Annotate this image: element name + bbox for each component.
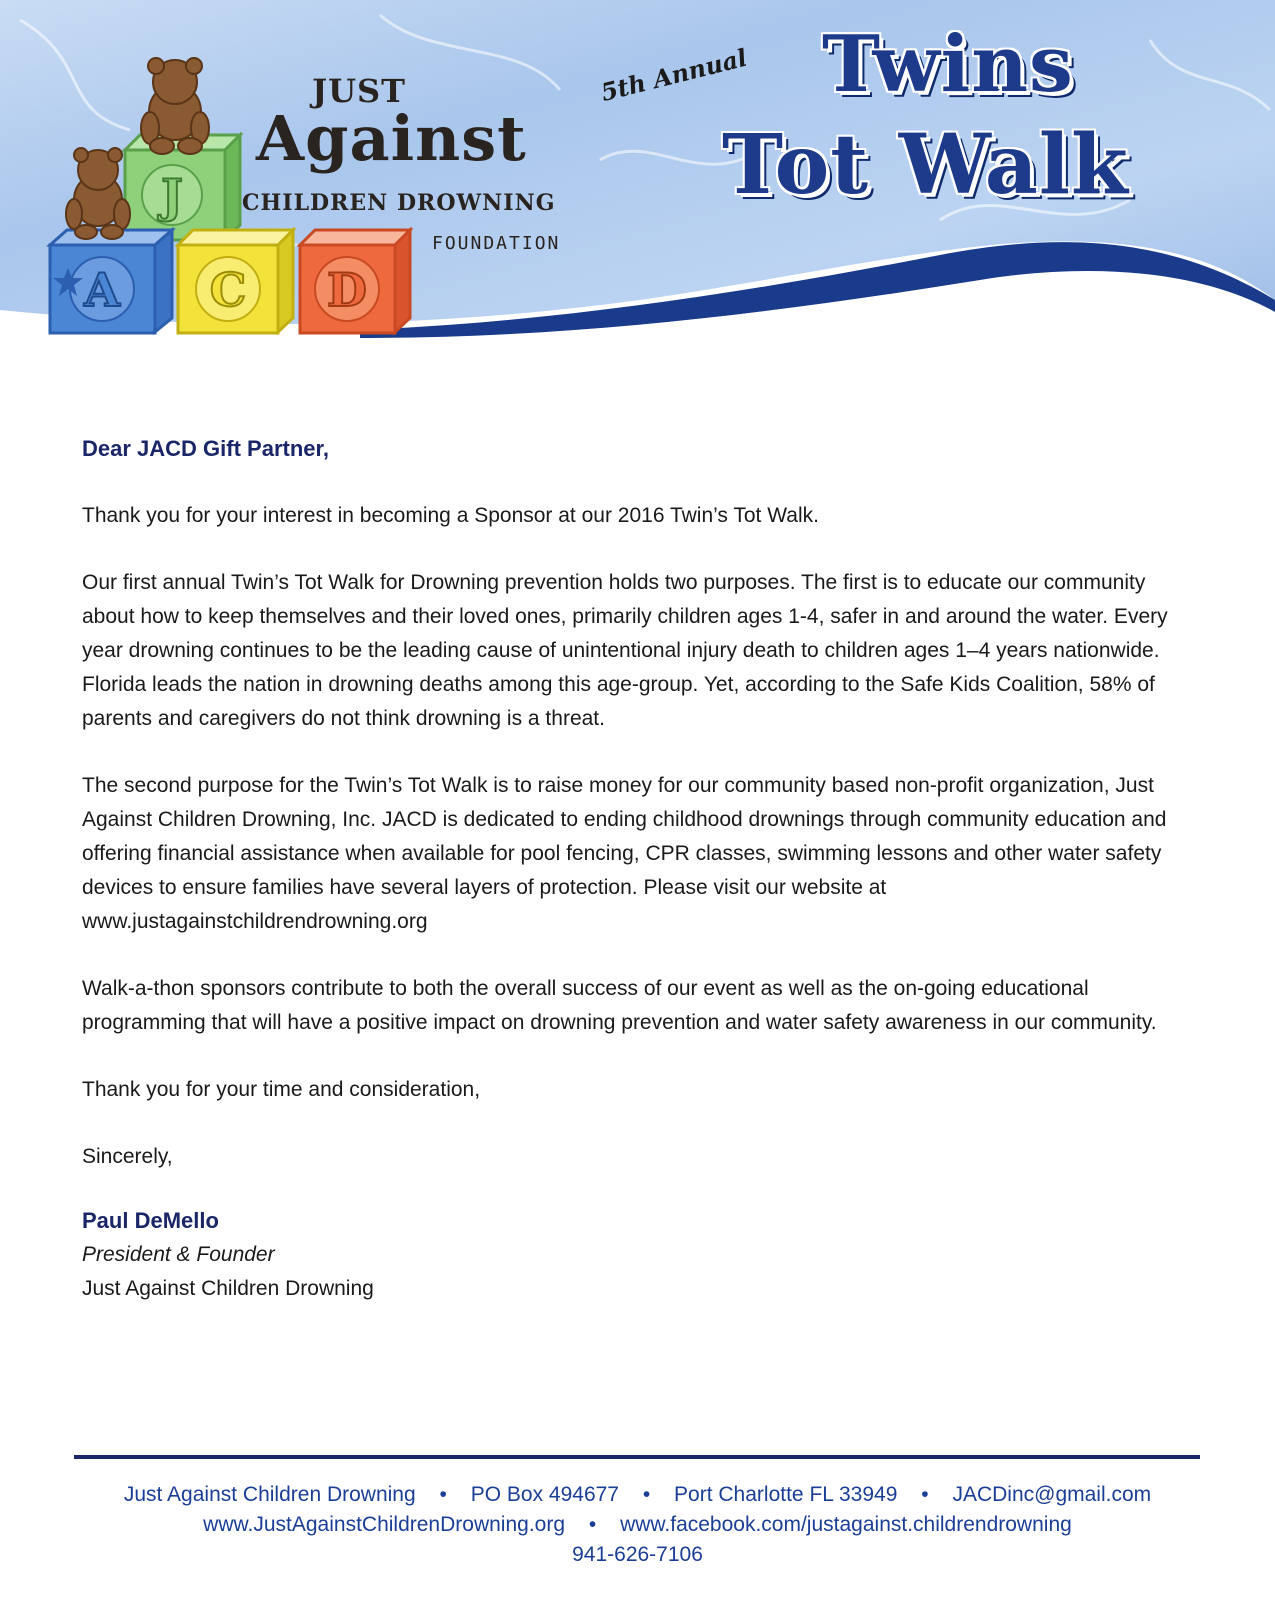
- footer-facebook-link[interactable]: www.facebook.com/justagainst.childrendrowning: [620, 1513, 1072, 1536]
- logo-text-foundation: FOUNDATION: [432, 233, 561, 254]
- footer-contact: [0, 1480, 1275, 1570]
- footer-line-3: [0, 1540, 1275, 1570]
- footer-po-box: PO Box 494677: [470, 1483, 619, 1506]
- logo-text-against: Against: [256, 102, 527, 175]
- paragraph-first-purpose: Our first annual Twin’s Tot Walk for Drowning prevention holds two purposes. The first is to educate our community about how to keep themselves and their loved ones, primarily children ages 1-4, safer in and around the water. Every year drowning continues to be the leading cause of unintentional injury death to children ages 1–4 years nationwide. Florida leads the nation in drowning deaths among this age-group. Yet, according to the Safe Kids Coalition, 58% of parents and caregivers do not think drowning is a threat.: [82, 571, 1168, 730]
- paragraph-sponsors: Walk-a-thon sponsors contribute to both the overall success of our event as well as the on-going educational programming that will have a positive impact on drowning prevention and water safety awareness in our community.: [82, 977, 1157, 1034]
- logo-text-children-drowning: CHILDREN DROWNING: [242, 190, 556, 216]
- signature-name: Paul DeMello: [82, 1208, 219, 1233]
- footer-email-link[interactable]: JACDinc@gmail.com: [952, 1483, 1152, 1506]
- event-title-tot-walk: Tot Walk: [722, 117, 1129, 213]
- footer-separator: •: [921, 1483, 929, 1506]
- signature-title: President & Founder: [82, 1243, 275, 1266]
- block-letter-a: A: [84, 263, 120, 317]
- block-letter-d: D: [327, 263, 367, 317]
- paragraph-thanks: Thank you for your time and consideration,: [82, 1078, 481, 1101]
- footer-separator: •: [642, 1483, 651, 1506]
- footer-line-2: [0, 1510, 1275, 1540]
- block-letter-j: J: [161, 169, 183, 223]
- block-letter-c: C: [209, 263, 247, 317]
- letter-body: [82, 432, 1192, 1306]
- footer-separator: •: [439, 1483, 447, 1506]
- logo-text-just: JUST: [312, 72, 406, 110]
- footer-divider: [74, 1455, 1200, 1459]
- paragraph-second-purpose: The second purpose for the Twin’s Tot Walk is to raise money for our community based non-profit organization, Just Against Children Drowning, Inc. JACD is dedicated to ending childhood drownings through community education and offering financial assistance when available for pool fencing, CPR classes, swimming lessons and other water safety devices to ensure families have several layers of protection. Please visit our website at www.justagainstchildrendrowning.org: [82, 774, 1167, 933]
- footer-line-1: [0, 1480, 1275, 1510]
- signature-organization: Just Against Children Drowning: [82, 1277, 374, 1300]
- footer-separator: •: [588, 1513, 597, 1536]
- closing: Sincerely,: [82, 1145, 173, 1168]
- footer-phone: 941-626-7106: [572, 1543, 703, 1566]
- teddy-bear-icon: [141, 58, 209, 154]
- footer-website-link[interactable]: www.JustAgainstChildrenDrowning.org: [203, 1513, 566, 1536]
- letterhead-banner: [0, 0, 1275, 345]
- footer-city: Port Charlotte FL 33949: [674, 1483, 898, 1506]
- event-prefix: 5th Annual: [597, 42, 750, 107]
- greeting: Dear JACD Gift Partner,: [82, 436, 329, 461]
- event-title-twins: Twins: [822, 19, 1074, 110]
- paragraph-intro: Thank you for your interest in becoming a Sponsor at our 2016 Twin’s Tot Walk.: [82, 504, 819, 527]
- footer-org: Just Against Children Drowning: [123, 1483, 416, 1506]
